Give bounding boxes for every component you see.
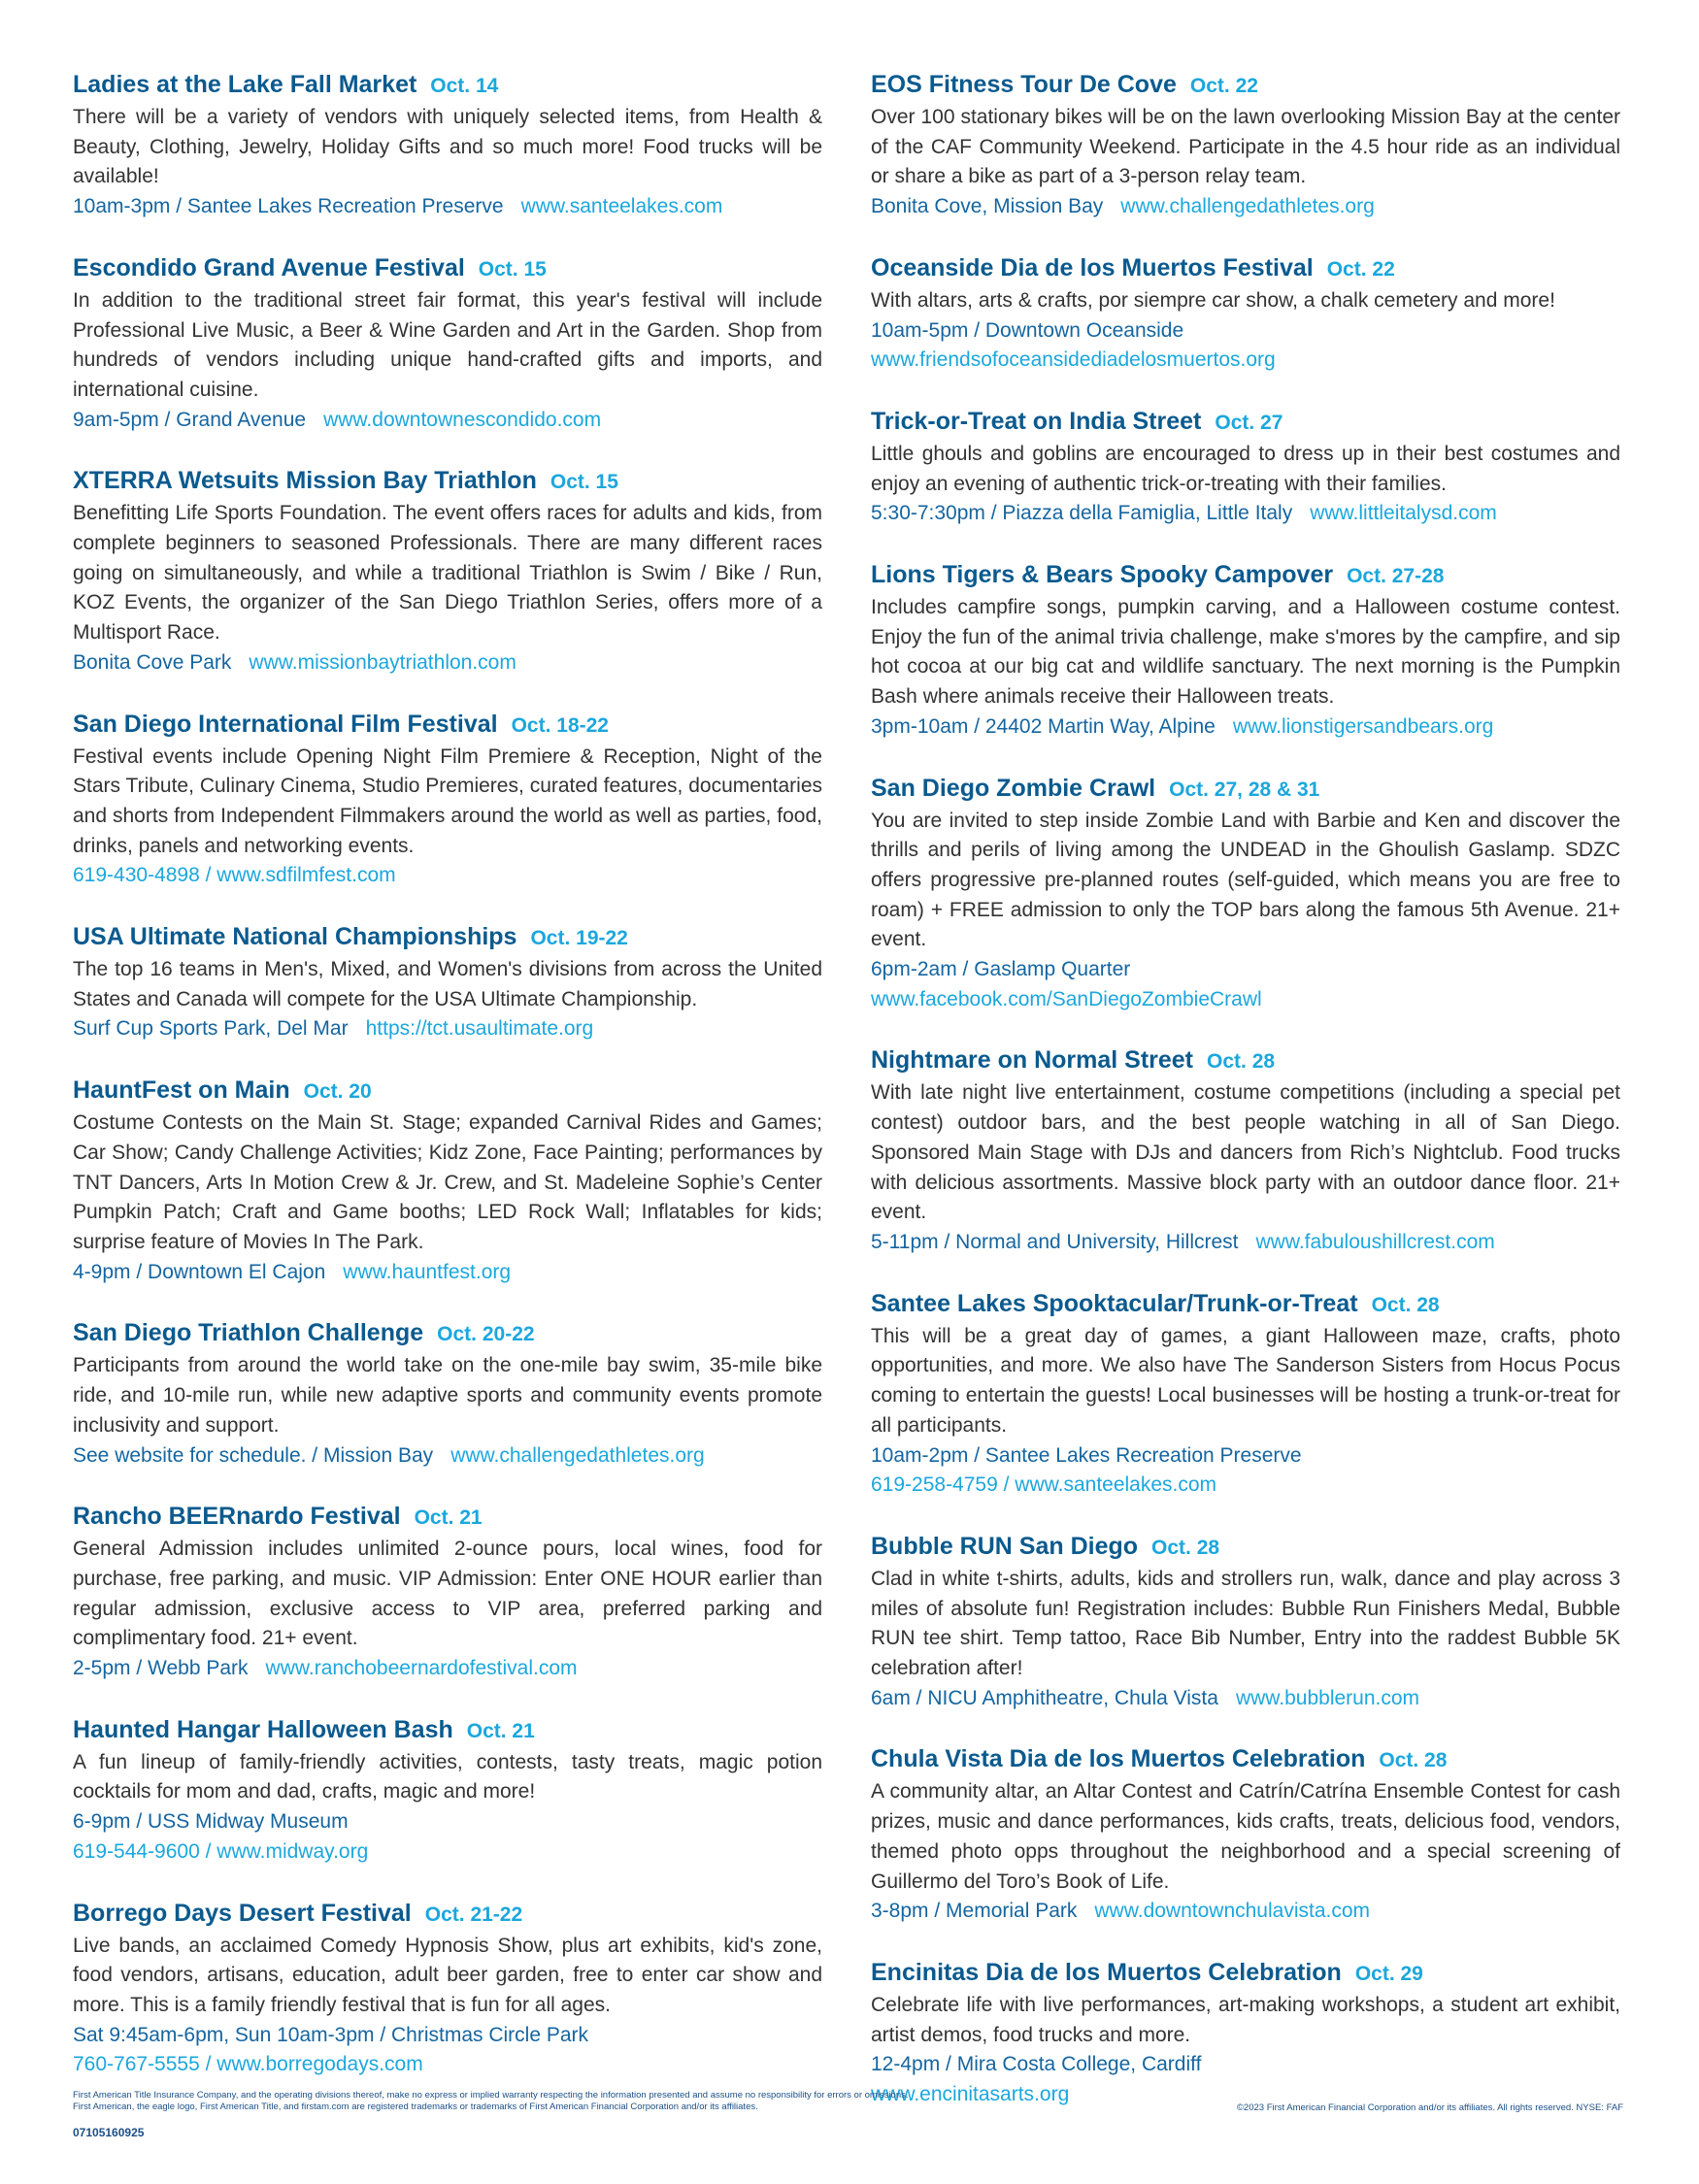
event-date: Oct. 18-22 — [511, 713, 609, 737]
event-details-line — [871, 192, 1620, 222]
event-link[interactable]: 619-258-4759 / www.santeelakes.com — [871, 1473, 1217, 1497]
disclaimer-line-1: First American Title Insurance Company, and the operating divisions thereof, make no express or implied warranty respecting the information presented and assume no responsibility for errors or omissions. — [73, 2090, 909, 2101]
event-details-line — [73, 192, 822, 222]
event-name: Escondido Grand Avenue Festival — [73, 253, 465, 281]
event-name: Borrego Days Desert Festival — [73, 1899, 412, 1927]
event-link[interactable]: www.lionstigersandbears.org — [1232, 714, 1494, 738]
event-link[interactable]: www.santeelakes.com — [520, 195, 723, 218]
event-time-location: 3-8pm / Memorial Park — [871, 1900, 1078, 1923]
event-details-line — [73, 861, 822, 891]
left-column — [73, 68, 822, 2109]
event-link[interactable]: 760-767-5555 / www.borregodays.com — [73, 2053, 423, 2076]
event-title — [871, 1287, 1620, 1322]
event-title — [871, 1742, 1620, 1777]
event-details-line — [73, 1258, 822, 1288]
event-date: Oct. 22 — [1326, 257, 1395, 281]
event-description: You are invited to step inside Zombie Land with Barbie and Ken and discover the thrills and perils of living among the UNDEAD in the Ghoulish Gaslamp. SDZC offers progressive pre-planned routes (self-guided, which means you are free to roam) + FREE admission to only the TOP bars along the famous 5th Avenue. 21+ event. — [871, 809, 1620, 951]
event-date: Oct. 27-28 — [1347, 565, 1445, 588]
event-description: General Admission includes unlimited 2-ounce pours, local wines, food for purchase, free parking, and music. VIP Admission: Enter ONE HOUR earlier than regular admission, exclusive access to VIP area, preferred parking and complimentary food. 21+ event. — [73, 1538, 822, 1650]
event-details-line — [871, 346, 1620, 376]
event-description: In addition to the traditional street fair format, this year's festival will include Professional Live Music, a Beer & Wine Garden and Art in the Garden. Shop from hundreds of vendors including unique hand-crafted gifts and imports, and international cuisine. — [73, 288, 822, 401]
event-date: Oct. 19-22 — [530, 927, 628, 950]
copyright: ©2023 First American Financial Corporation and/or its affiliates. All rights reserved. NYSE: FAF — [1236, 2102, 1623, 2113]
event-date: Oct. 21-22 — [424, 1903, 523, 1926]
event-name: EOS Fitness Tour De Cove — [871, 71, 1177, 98]
event-name: San Diego Triathlon Challenge — [73, 1319, 424, 1347]
event-link[interactable]: www.downtownchulavista.com — [1094, 1900, 1371, 1923]
event-date: Oct. 28 — [1151, 1536, 1220, 1559]
event-time-location: 5:30-7:30pm / Piazza della Famiglia, Little Italy — [871, 502, 1293, 525]
event-description: Benefitting Life Sports Foundation. The event offers races for adults and kids, from complete beginners to seasoned Professionals. There are many different races going on simultaneously, and while a traditional Triathlon is Swim / Bike / Run, KOZ Events, the organizer of the San Diego Triathlon Series, offers more of a Multisport Race. — [73, 502, 822, 645]
event-name: Oceanside Dia de los Muertos Festival — [871, 253, 1314, 281]
event-title — [73, 1316, 822, 1351]
event-details-line — [73, 1014, 822, 1044]
event-listing — [871, 772, 1620, 1015]
event-time-location: Surf Cup Sports Park, Del Mar — [73, 1017, 349, 1041]
right-column — [871, 68, 1620, 2139]
event-description: Festival events include Opening Night Film Premiere & Reception, Night of the Stars Tribute, Culinary Cinema, Studio Premieres, curated features, documentaries and shorts from Independent Filmmakers around the world as well as parties, food, drinks, panels and networking events. — [73, 745, 822, 857]
event-time-location: 2-5pm / Webb Park — [73, 1657, 249, 1680]
event-name: Trick-or-Treat on India Street — [871, 407, 1202, 435]
event-details-line — [871, 2050, 1620, 2080]
event-link[interactable]: www.bubblerun.com — [1235, 1686, 1420, 1709]
event-details-line — [871, 955, 1620, 985]
event-title — [73, 1713, 822, 1748]
event-listing — [871, 1530, 1620, 1714]
event-details-line — [871, 712, 1620, 743]
event-link[interactable]: www.encinitasarts.org — [871, 2083, 1070, 2106]
event-details-line — [73, 2050, 822, 2080]
event-title — [871, 772, 1620, 807]
event-date: Oct. 28 — [1379, 1749, 1448, 1772]
event-date: Oct. 20 — [303, 1080, 372, 1104]
event-title — [73, 251, 822, 286]
event-listing — [73, 1316, 822, 1471]
event-details-line — [871, 1684, 1620, 1714]
event-listing — [73, 1500, 822, 1684]
event-details-line — [73, 1654, 822, 1684]
event-time-location: 5-11pm / Normal and University, Hillcrest — [871, 1230, 1239, 1253]
event-description: This will be a great day of games, a giant Halloween maze, crafts, photo opportunities, and more. We also have The Sanderson Sisters from Hocus Pocus coming to entertain the guests! Local businesses will be hosting a trunk-or-treat for all participants. — [871, 1324, 1620, 1437]
event-title — [871, 1956, 1620, 1991]
event-title — [73, 68, 822, 103]
event-link[interactable]: www.missionbaytriathlon.com — [249, 650, 516, 674]
event-name: Santee Lakes Spooktacular/Trunk-or-Treat — [871, 1289, 1358, 1317]
event-title — [73, 920, 822, 955]
event-link[interactable]: www.littleitalysd.com — [1310, 502, 1497, 525]
event-date: Oct. 14 — [430, 75, 499, 97]
event-name: HauntFest on Main — [73, 1076, 290, 1105]
event-details-line — [871, 1471, 1620, 1501]
event-description: Costume Contests on the Main St. Stage; expanded Carnival Rides and Games; Car Show; Candy Challenge Activities; Kidz Zone, Face Painting; performances by TNT Dancers, Arts In Motion Crew & Jr. Crew, and St. Madeleine Sophie’s Center Pumpkin Patch; Craft and Game booths; LED Rock Wall; Inflatables for kids; surprise feature of Movies In The Park. — [73, 1111, 822, 1253]
event-details-line — [73, 2021, 822, 2051]
event-time-location: See website for schedule. / Mission Bay — [73, 1443, 434, 1467]
event-name: Nightmare on Normal Street — [871, 1046, 1194, 1075]
event-link[interactable]: www.friendsofoceansidediadelosmuertos.org — [871, 348, 1276, 372]
event-time-location: Bonita Cove Park — [73, 650, 232, 674]
event-name: Bubble RUN San Diego — [871, 1532, 1139, 1560]
event-description: Over 100 stationary bikes will be on the lawn overlooking Mission Bay at the center of the CAF Community Weekend. Participate in the 4.5 hour ride as an individual or share a bike as part of a 3-person relay team. — [871, 106, 1620, 188]
event-listing — [871, 1956, 1620, 2110]
event-name: XTERRA Wetsuits Mission Bay Triathlon — [73, 467, 537, 495]
event-link[interactable]: www.challengedathletes.org — [1120, 195, 1375, 218]
event-date: Oct. 15 — [478, 257, 547, 281]
event-name: Ladies at the Lake Fall Market — [73, 71, 417, 98]
event-listing — [73, 251, 822, 436]
event-title — [871, 1043, 1620, 1078]
event-date: Oct. 28 — [1371, 1293, 1440, 1316]
event-date: Oct. 27, 28 & 31 — [1169, 778, 1320, 801]
event-description: Live bands, an acclaimed Comedy Hypnosis Show, plus art exhibits, kid's zone, food vendors, artisans, education, adult beer garden, free to enter car show and more. This is a family friendly festival that is fun for all ages. — [73, 1934, 822, 2016]
event-description: Celebrate life with live performances, art-making workshops, a student art exhibit, artist demos, food trucks and more. — [871, 1993, 1620, 2046]
event-link[interactable]: www.ranchobeernardofestival.com — [265, 1657, 578, 1680]
event-description: The top 16 teams in Men's, Mixed, and Women's divisions from across the United States and Canada will compete for the USA Ultimate Championship. — [73, 958, 822, 1010]
event-date: Oct. 29 — [1354, 1962, 1423, 1985]
event-link[interactable]: https://tct.usaultimate.org — [365, 1017, 594, 1041]
event-link[interactable]: 619-544-9600 / www.midway.org — [73, 1839, 369, 1863]
event-listing — [73, 68, 822, 222]
event-time-location: 10am-5pm / Downtown Oceanside — [871, 318, 1184, 342]
event-name: San Diego Zombie Crawl — [871, 774, 1156, 802]
event-listing — [871, 1043, 1620, 1257]
event-title — [871, 251, 1620, 286]
event-listing — [73, 920, 822, 1044]
event-title — [871, 558, 1620, 593]
event-details-line — [871, 1441, 1620, 1472]
event-description: Includes campfire songs, pumpkin carving, and a Halloween costume contest. Enjoy the fun of the animal trivia challenge, make s'mores by the campfire, and sip hot cocoa at our big cat and wildlife sanctuary. The next morning is the Pumpkin Bash where animals receive their Halloween treats. — [871, 596, 1620, 709]
event-details-line — [871, 1897, 1620, 1927]
event-date: Oct. 27 — [1215, 411, 1283, 434]
event-link[interactable]: www.fabuloushillcrest.com — [1255, 1230, 1495, 1253]
event-description: With late night live entertainment, costume competitions (including a special pet contest) outdoor bars, and the best people watching in all of San Diego. Sponsored Main Stage with DJs and dancers from Rich’s Nightclub. Food trucks with delicious assortments. Massive block party with an outdoor dance floor. 21+ event. — [871, 1081, 1620, 1224]
event-details-line — [73, 1807, 822, 1837]
event-details-line — [73, 648, 822, 678]
event-listing — [73, 1713, 822, 1868]
event-listing — [871, 251, 1620, 376]
event-link[interactable]: www.facebook.com/SanDiegoZombieCrawl — [871, 987, 1262, 1010]
event-name: Encinitas Dia de los Muertos Celebration — [871, 1958, 1342, 1986]
event-title — [871, 1530, 1620, 1565]
event-details-line — [73, 406, 822, 436]
event-name: Haunted Hangar Halloween Bash — [73, 1715, 453, 1743]
event-link[interactable]: www.downtownescondido.com — [323, 408, 602, 431]
event-time-location: 6-9pm / USS Midway Museum — [73, 1810, 349, 1834]
event-listing — [871, 68, 1620, 222]
event-date: Oct. 21 — [466, 1719, 535, 1742]
event-listing — [871, 1287, 1620, 1501]
event-time-location: Sat 9:45am-6pm, Sun 10am-3pm / Christmas Circle Park — [73, 2023, 589, 2046]
event-date: Oct. 22 — [1189, 75, 1258, 97]
event-title — [73, 1897, 822, 1932]
event-time-location: 10am-2pm / Santee Lakes Recreation Preserve — [871, 1443, 1302, 1467]
disclaimer-line-2: First American, the eagle logo, First American Title, and firstam.com are registered trademarks or trademarks of First American Financial Corporation and/or its affiliates. — [73, 2101, 758, 2112]
event-date: Oct. 15 — [550, 471, 618, 494]
event-name: Chula Vista Dia de los Muertos Celebration — [871, 1745, 1366, 1773]
event-listing — [73, 1897, 822, 2081]
event-description: A fun lineup of family-friendly activities, contests, tasty treats, magic potion cocktails for mom and dad, crafts, magic and more! — [73, 1750, 822, 1803]
event-link[interactable]: 619-430-4898 / www.sdfilmfest.com — [73, 864, 396, 887]
event-title — [73, 464, 822, 499]
event-date: Oct. 20-22 — [437, 1323, 535, 1346]
event-time-location: 12-4pm / Mira Costa College, Cardiff — [871, 2053, 1202, 2076]
document-code: 07105160925 — [73, 2126, 145, 2139]
event-title — [73, 1074, 822, 1109]
event-listing — [871, 558, 1620, 743]
event-description: With altars, arts & crafts, por siempre car show, a chalk cemetery and more! — [871, 288, 1555, 312]
event-link[interactable]: www.challengedathletes.org — [450, 1443, 705, 1467]
event-title — [73, 1500, 822, 1535]
event-listing — [73, 464, 822, 678]
event-title — [73, 708, 822, 743]
event-description: There will be a variety of vendors with uniquely selected items, from Health & Beauty, Clothing, Jewelry, Holiday Gifts and so much more! Food trucks will be available! — [73, 106, 822, 188]
event-listing — [871, 1742, 1620, 1927]
event-time-location: 4-9pm / Downtown El Cajon — [73, 1260, 326, 1283]
event-name: Lions Tigers & Bears Spooky Campover — [871, 561, 1334, 589]
event-link[interactable]: www.hauntfest.org — [343, 1260, 512, 1283]
event-description: Participants from around the world take on the one-mile bay swim, 35-mile bike ride, and 10-mile run, while new adaptive sports and community events promote inclusivity and support. — [73, 1354, 822, 1437]
event-title — [871, 68, 1620, 103]
event-name: Rancho BEERnardo Festival — [73, 1503, 401, 1531]
event-name: San Diego International Film Festival — [73, 710, 498, 738]
event-date: Oct. 21 — [414, 1506, 483, 1530]
event-listing — [73, 1074, 822, 1287]
event-time-location: 6am / NICU Amphitheatre, Chula Vista — [871, 1686, 1218, 1709]
event-time-location: Bonita Cove, Mission Bay — [871, 195, 1104, 218]
footer-disclaimer — [73, 2090, 909, 2113]
event-description: Clad in white t-shirts, adults, kids and strollers run, walk, dance and play across 3 miles of absolute fun! Registration includes: Bubble Run Finishers Medal, Bubble RUN tee shirt. Temp tattoo, Race Bib Number, Entry into the raddest Bubble 5K celebration after! — [871, 1567, 1620, 1680]
event-details-line — [871, 985, 1620, 1015]
event-date: Oct. 28 — [1207, 1050, 1276, 1074]
event-details-line — [73, 1441, 822, 1472]
event-details-line — [871, 316, 1620, 347]
event-description: A community altar, an Altar Contest and Catrín/Catrína Ensemble Contest for cash prizes, music and dance performances, kids crafts, treats, delicious food, vendors, themed photo opps throughout the neighborhood and a special screening of Guillermo del Toro’s Book of Life. — [871, 1780, 1620, 1893]
event-details-line — [871, 499, 1620, 529]
event-title — [871, 405, 1620, 440]
event-details-line — [73, 1837, 822, 1868]
event-details-line — [871, 1228, 1620, 1258]
event-time-location: 6pm-2am / Gaslamp Quarter — [871, 958, 1131, 981]
event-time-location: 9am-5pm / Grand Avenue — [73, 408, 307, 431]
event-listing — [871, 405, 1620, 529]
event-name: USA Ultimate National Championships — [73, 923, 517, 951]
event-time-location: 10am-3pm / Santee Lakes Recreation Preserve — [73, 195, 504, 218]
event-time-location: 3pm-10am / 24402 Martin Way, Alpine — [871, 714, 1216, 738]
event-description: Little ghouls and goblins are encouraged to dress up in their best costumes and enjoy an evening of authentic trick-or-treating with their families. — [871, 442, 1620, 495]
event-listing — [73, 708, 822, 892]
